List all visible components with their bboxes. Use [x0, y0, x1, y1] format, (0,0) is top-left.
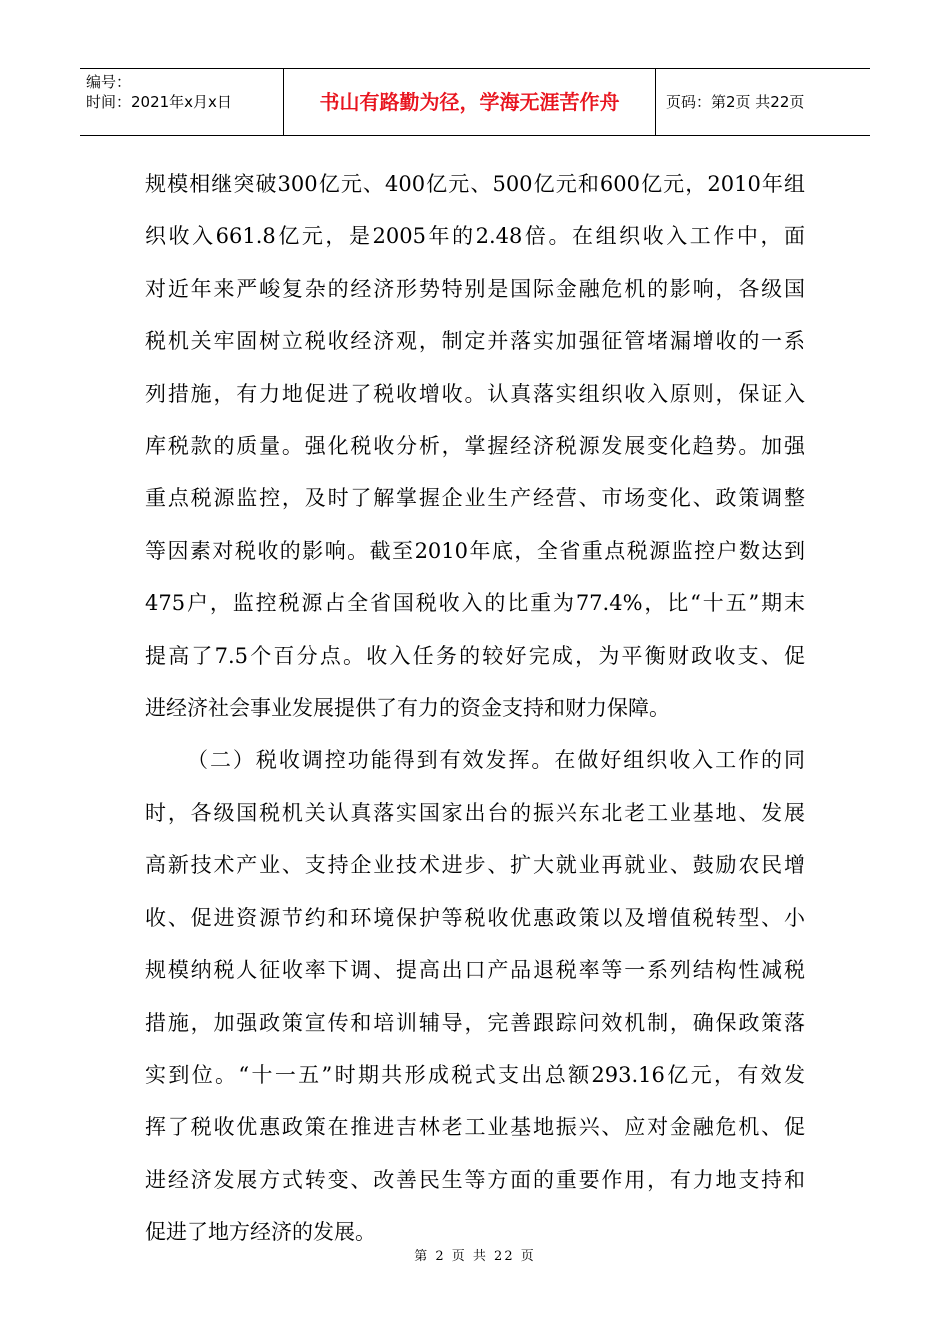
body-line: （二）税收调控功能得到有效发挥。在做好组织收入工作的同 [187, 748, 805, 773]
body-line: 进经济发展方式转变、改善民生等方面的重要作用，有力地支持和 [145, 1167, 805, 1192]
header-motto: 书山有路勤为径，学海无涯苦作舟 [284, 69, 656, 135]
body-line: 实到位。“十一五”时期共形成税式支出总额293.16亿元，有效发 [145, 1062, 805, 1087]
body-line: 时，各级国税机关认真落实国家出台的振兴东北老工业基地、发展 [145, 800, 805, 825]
body-line: 规模相继突破300亿元、400亿元、500亿元和600亿元，2010年组 [145, 172, 805, 196]
body-line: 列措施，有力地促进了税收增收。认真落实组织收入原则，保证入 [145, 381, 805, 406]
body-line: 促进了地方经济的发展。 [145, 1220, 376, 1245]
header-page-info: 页码：第2页 共22页 [666, 93, 805, 111]
body-line: 重点税源监控，及时了解掌握企业生产经营、市场变化、政策调整 [145, 486, 805, 511]
body-line: 库税款的质量。强化税收分析，掌握经济税源发展变化趋势。加强 [145, 434, 805, 459]
document-time-label: 时间：2021年x月x日 [86, 93, 232, 111]
page-footer: 第 2 页 共 22 页 [414, 1249, 536, 1264]
body-line: 挥了税收优惠政策在推进吉林老工业基地振兴、应对金融危机、促 [145, 1115, 805, 1140]
header-meta [80, 69, 284, 135]
body-line: 规模纳税人征收率下调、提高出口产品退税率等一系列结构性减税 [145, 958, 805, 983]
page-header [80, 68, 870, 136]
body-line: 织收入661.8亿元，是2005年的2.48倍。在组织收入工作中，面 [145, 224, 805, 249]
body-line: 475户，监控税源占全省国税收入的比重为77.4%，比“十五”期末 [145, 591, 805, 616]
body-line: 对近年来严峻复杂的经济形势特别是国际金融危机的影响，各级国 [145, 276, 805, 301]
document-number-label: 编号： [86, 73, 132, 91]
body-line: 收、促进资源节约和环境保护等税收优惠政策以及增值税转型、小 [145, 905, 805, 930]
body-line: 等因素对税收的影响。截至2010年底，全省重点税源监控户数达到 [145, 538, 805, 563]
body-line: 税机关牢固树立税收经济观，制定并落实加强征管堵漏增收的一系 [145, 329, 805, 354]
document-body [145, 158, 805, 1259]
body-line: 高新技术产业、支持企业技术进步、扩大就业再就业、鼓励农民增 [145, 853, 805, 878]
body-line: 进经济社会事业发展提供了有力的资金支持和财力保障。 [145, 696, 670, 721]
body-line: 提高了7.5个百分点。收入任务的较好完成，为平衡财政收支、促 [145, 643, 805, 668]
body-line: 措施，加强政策宣传和培训辅导，完善跟踪问效机制，确保政策落 [145, 1010, 805, 1035]
